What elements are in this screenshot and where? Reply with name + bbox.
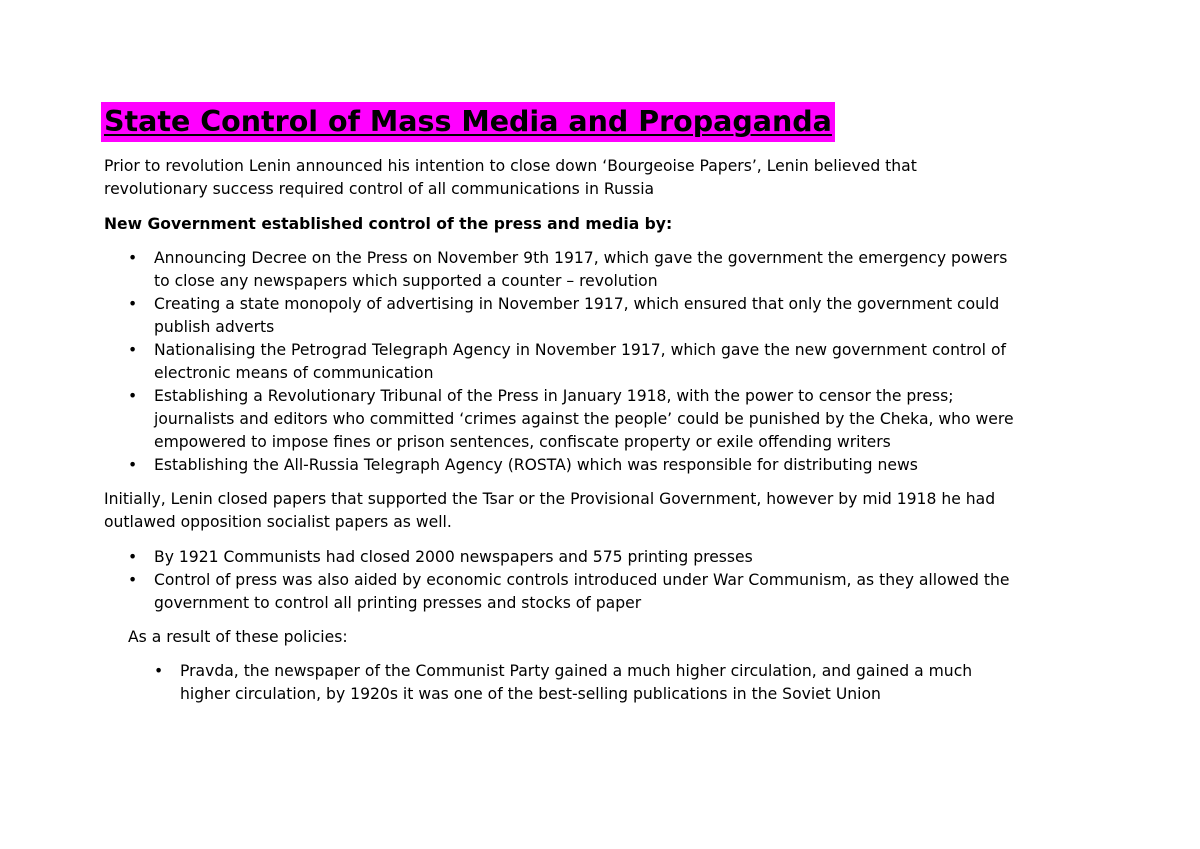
text-line: outlawed opposition socialist papers as well. — [104, 513, 452, 531]
list-item — [104, 293, 1014, 339]
text-line: government to control all printing presses and stocks of paper — [154, 594, 642, 612]
text-line: journalists and editors who committed ‘crimes against the people’ could be punished by the Cheka, who were — [154, 410, 1014, 428]
text-line: Nationalising the Petrograd Telegraph Agency in November 1917, which gave the new government control of — [154, 341, 1006, 359]
text-line: Establishing a Revolutionary Tribunal of the Press in January 1918, with the power to censor the press; — [154, 387, 954, 405]
bullet-icon: • — [128, 456, 138, 474]
list-item — [104, 546, 1009, 569]
text-line: Establishing the All-Russia Telegraph Agency (ROSTA) which was responsible for distributing news — [154, 456, 918, 474]
list-item — [104, 339, 1014, 385]
text-line: to close any newspapers which supported a counter – revolution — [154, 272, 658, 290]
list-item — [104, 569, 1009, 615]
section-heading: New Government established control of the press and media by: — [104, 215, 673, 233]
bullet-list-press-control — [104, 247, 1014, 477]
bullet-icon: • — [128, 341, 138, 359]
document-title: State Control of Mass Media and Propaganda — [101, 102, 835, 142]
text-line: revolutionary success required control of all communications in Russia — [104, 180, 655, 198]
text-line: Prior to revolution Lenin announced his intention to close down ‘Bourgeoise Papers’, Lenin believed that — [104, 157, 917, 175]
intro-paragraph — [104, 155, 917, 201]
text-line: Pravda, the newspaper of the Communist Party gained a much higher circulation, and gained a much — [180, 662, 973, 680]
bullet-icon: • — [128, 295, 138, 313]
list-item — [104, 454, 1014, 477]
list-item — [104, 660, 972, 706]
text-line: publish adverts — [154, 318, 275, 336]
bullet-icon: • — [128, 387, 138, 405]
bullet-icon: • — [154, 662, 164, 680]
paragraph-initially — [104, 488, 995, 534]
text-line: empowered to impose fines or prison sentences, confiscate property or exile offending writers — [154, 433, 891, 451]
bullet-icon: • — [128, 548, 138, 566]
bullet-icon: • — [128, 571, 138, 589]
list-item — [104, 385, 1014, 454]
text-line: electronic means of communication — [154, 364, 434, 382]
text-line: Control of press was also aided by economic controls introduced under War Communism, as they allowed the — [154, 571, 1010, 589]
text-line: higher circulation, by 1920s it was one of the best-selling publications in the Soviet Union — [180, 685, 881, 703]
bullet-list-closures — [104, 546, 1009, 615]
bullet-icon: • — [128, 249, 138, 267]
bullet-list-results — [104, 660, 972, 706]
text-line: Announcing Decree on the Press on November 9th 1917, which gave the government the emergency powers — [154, 249, 1008, 267]
text-line: Initially, Lenin closed papers that supported the Tsar or the Provisional Government, however by mid 1918 he had — [104, 490, 996, 508]
text-line: By 1921 Communists had closed 2000 newspapers and 575 printing presses — [154, 548, 753, 566]
result-heading: As a result of these policies: — [128, 628, 348, 646]
list-item — [104, 247, 1014, 293]
text-line: Creating a state monopoly of advertising in November 1917, which ensured that only the government could — [154, 295, 1000, 313]
